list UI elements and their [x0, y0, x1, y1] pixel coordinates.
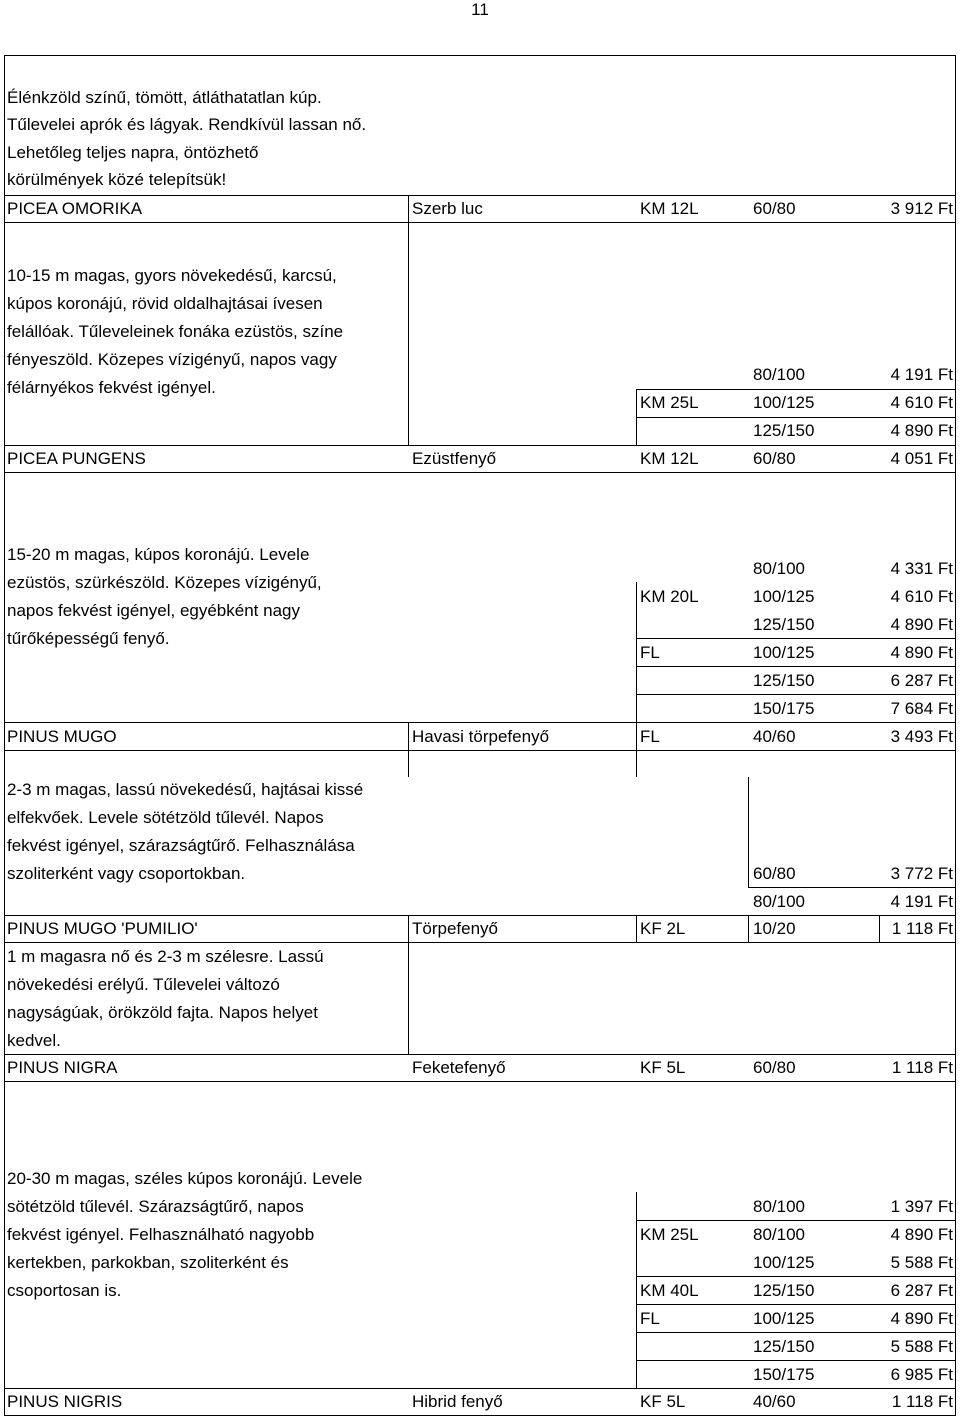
column-divider: [636, 1192, 637, 1388]
page-number: 11: [471, 0, 489, 19]
variant-size: 100/125: [753, 643, 815, 662]
table-top-border: [4, 55, 956, 56]
variant-size: 80/100: [753, 1197, 805, 1216]
column-divider: [408, 915, 409, 1055]
variant-size: 125/150: [753, 1337, 815, 1356]
variant-divider: [636, 638, 956, 639]
variant-divider: [636, 1304, 956, 1305]
product-container: KM 12L: [640, 449, 699, 468]
variant-container: FL: [640, 643, 660, 662]
variant-divider: [636, 417, 956, 418]
variant-price: 4 890 Ft: [890, 1309, 953, 1328]
variant-divider: [636, 694, 956, 695]
row-divider: [4, 942, 956, 943]
product-price: 4 051 Ft: [890, 449, 953, 468]
product-description-line: szoliterként vagy csoportokban.: [7, 864, 246, 883]
product-common-name: Havasi törpefenyő: [412, 727, 550, 746]
product-size: 10/20: [753, 919, 796, 938]
variant-price: 4 191 Ft: [890, 892, 953, 911]
variant-size: 80/100: [753, 559, 805, 578]
product-description-line: kúpos koronájú, rövid oldalhajtásai ívesen: [7, 294, 323, 313]
product-description-line: 2-3 m magas, lassú növekedésű, hajtásai kissé: [7, 780, 364, 799]
variant-price: 4 890 Ft: [890, 1225, 953, 1244]
column-divider: [636, 915, 637, 942]
variant-price: 4 610 Ft: [890, 587, 953, 606]
variant-price: 4 331 Ft: [890, 559, 953, 578]
product-size: 60/80: [753, 1058, 796, 1077]
variant-size: 100/125: [753, 587, 815, 606]
variant-size: 125/150: [753, 1281, 815, 1300]
variant-size: 80/100: [753, 1225, 805, 1244]
row-divider: [4, 915, 956, 916]
row-divider: [4, 1388, 956, 1389]
product-size: 60/80: [753, 449, 796, 468]
product-description-line: nagyságúak, örökzöld fajta. Napos helyet: [7, 1003, 318, 1022]
product-price: 3 493 Ft: [890, 727, 953, 746]
product-description-line: tűrőképességű fenyő.: [7, 629, 170, 648]
variant-size: 125/150: [753, 421, 815, 440]
variant-size: 60/80: [753, 864, 796, 883]
variant-container: KM 20L: [640, 587, 699, 606]
variant-price: 6 287 Ft: [890, 1281, 953, 1300]
table-left-border: [4, 55, 5, 1416]
column-divider: [748, 915, 749, 942]
product-name: PINUS NIGRIS: [7, 1392, 123, 1411]
variant-price: 4 890 Ft: [890, 643, 953, 662]
row-divider: [4, 472, 956, 473]
variant-price: 4 610 Ft: [890, 393, 953, 412]
row-divider: [4, 445, 956, 446]
column-divider: [636, 582, 637, 722]
product-description-line: csoportosan is.: [7, 1281, 122, 1300]
variant-divider: [636, 1332, 956, 1333]
variant-price: 7 684 Ft: [890, 699, 953, 718]
variant-divider: [748, 887, 956, 888]
variant-price: 5 588 Ft: [890, 1253, 953, 1272]
product-description-line: növekedési erélyű. Tűlevelei változó: [7, 975, 280, 994]
product-description-line: 15-20 m magas, kúpos koronájú. Levele: [7, 545, 310, 564]
product-description-line: fényeszöld. Közepes vízigényű, napos vagy: [7, 350, 337, 369]
row-divider: [4, 222, 956, 223]
variant-price: 4 890 Ft: [890, 421, 953, 440]
product-description-line: félárnyékos fekvést igényel.: [7, 378, 216, 397]
product-container: KF 5L: [640, 1058, 686, 1077]
product-name: PINUS NIGRA: [7, 1058, 118, 1077]
variant-size: 80/100: [753, 365, 805, 384]
row-divider: [4, 722, 956, 723]
variant-container: KM 25L: [640, 1225, 699, 1244]
product-description-line: 1 m magasra nő és 2-3 m szélesre. Lassú: [7, 947, 324, 966]
product-container: FL: [640, 727, 660, 746]
variant-container: FL: [640, 1309, 660, 1328]
variant-container: KM 25L: [640, 393, 699, 412]
product-description-line: ezüstös, szürkészöld. Közepes vízigényű,: [7, 573, 322, 592]
table-bottom-border: [4, 1415, 956, 1416]
product-common-name: Szerb luc: [412, 199, 483, 218]
row-divider: [4, 1054, 956, 1055]
variant-divider: [636, 666, 956, 667]
product-description-line: kedvel.: [7, 1031, 61, 1050]
variant-size: 125/150: [753, 671, 815, 690]
product-container: KF 2L: [640, 919, 686, 938]
product-description-line: 10-15 m magas, gyors növekedésű, karcsú,: [7, 266, 337, 285]
intro-line: körülmények közé telepítsük!: [7, 170, 227, 189]
variant-size: 80/100: [753, 892, 805, 911]
variant-price: 6 985 Ft: [890, 1365, 953, 1384]
variant-size: 100/125: [753, 393, 815, 412]
product-description-line: fekvést igényel. Felhasználható nagyobb: [7, 1225, 315, 1244]
variant-divider: [636, 389, 956, 390]
product-common-name: Feketefenyő: [412, 1058, 506, 1077]
variant-price: 3 772 Ft: [890, 864, 953, 883]
product-name: PICEA PUNGENS: [7, 449, 146, 468]
product-description-line: napos fekvést igényel, egyébként nagy: [7, 601, 300, 620]
product-common-name: Törpefenyő: [412, 919, 498, 938]
column-divider: [636, 722, 637, 777]
row-divider: [4, 750, 956, 751]
row-divider: [4, 195, 956, 196]
product-common-name: Hibrid fenyő: [412, 1392, 503, 1411]
product-description-line: fekvést igényel, szárazságtűrő. Felhasználása: [7, 836, 355, 855]
variant-divider: [636, 1360, 956, 1361]
product-price: 1 118 Ft: [891, 919, 953, 938]
product-description-line: elfekvőek. Levele sötétzöld tűlevél. Napos: [7, 808, 324, 827]
intro-line: Élénkzöld színű, tömött, átláthatatlan kúp.: [7, 88, 322, 107]
variant-price: 4 191 Ft: [890, 365, 953, 384]
intro-line: Tűlevelei aprók és lágyak. Rendkívül lassan nő.: [7, 115, 367, 134]
product-container: KF 5L: [640, 1392, 686, 1411]
table-right-border: [955, 55, 956, 1416]
product-container: KM 12L: [640, 199, 699, 218]
variant-size: 150/175: [753, 699, 815, 718]
variant-size: 150/175: [753, 1365, 815, 1384]
variant-divider: [636, 1220, 956, 1221]
intro-line: Lehetőleg teljes napra, öntözhető: [7, 143, 259, 162]
row-divider: [4, 1081, 956, 1082]
product-price: 3 912 Ft: [890, 199, 953, 218]
variant-price: 1 397 Ft: [890, 1197, 953, 1216]
product-size: 40/60: [753, 727, 796, 746]
column-divider: [408, 722, 409, 777]
product-description-line: felállóak. Tűleveleinek fonáka ezüstös, színe: [7, 322, 344, 341]
variant-size: 100/125: [753, 1253, 815, 1272]
column-divider: [879, 915, 880, 942]
product-price: 1 118 Ft: [891, 1392, 953, 1411]
product-common-name: Ezüstfenyő: [412, 449, 497, 468]
variant-container: KM 40L: [640, 1281, 699, 1300]
variant-size: 125/150: [753, 615, 815, 634]
product-name: PINUS MUGO 'PUMILIO': [7, 919, 198, 938]
product-name: PINUS MUGO: [7, 727, 117, 746]
product-price: 1 118 Ft: [891, 1058, 953, 1077]
column-divider: [636, 389, 637, 445]
variant-divider: [636, 1276, 956, 1277]
product-description-line: kertekben, parkokban, szoliterként és: [7, 1253, 289, 1272]
variant-price: 4 890 Ft: [890, 615, 953, 634]
variant-price: 5 588 Ft: [890, 1337, 953, 1356]
product-name: PICEA OMORIKA: [7, 199, 143, 218]
variant-size: 100/125: [753, 1309, 815, 1328]
product-description-line: sötétzöld tűlevél. Szárazságtűrő, napos: [7, 1197, 304, 1216]
variant-price: 6 287 Ft: [890, 671, 953, 690]
column-divider: [748, 777, 749, 887]
column-divider: [408, 195, 409, 445]
product-size: 60/80: [753, 199, 796, 218]
product-size: 40/60: [753, 1392, 796, 1411]
product-description-line: 20-30 m magas, széles kúpos koronájú. Levele: [7, 1169, 363, 1188]
